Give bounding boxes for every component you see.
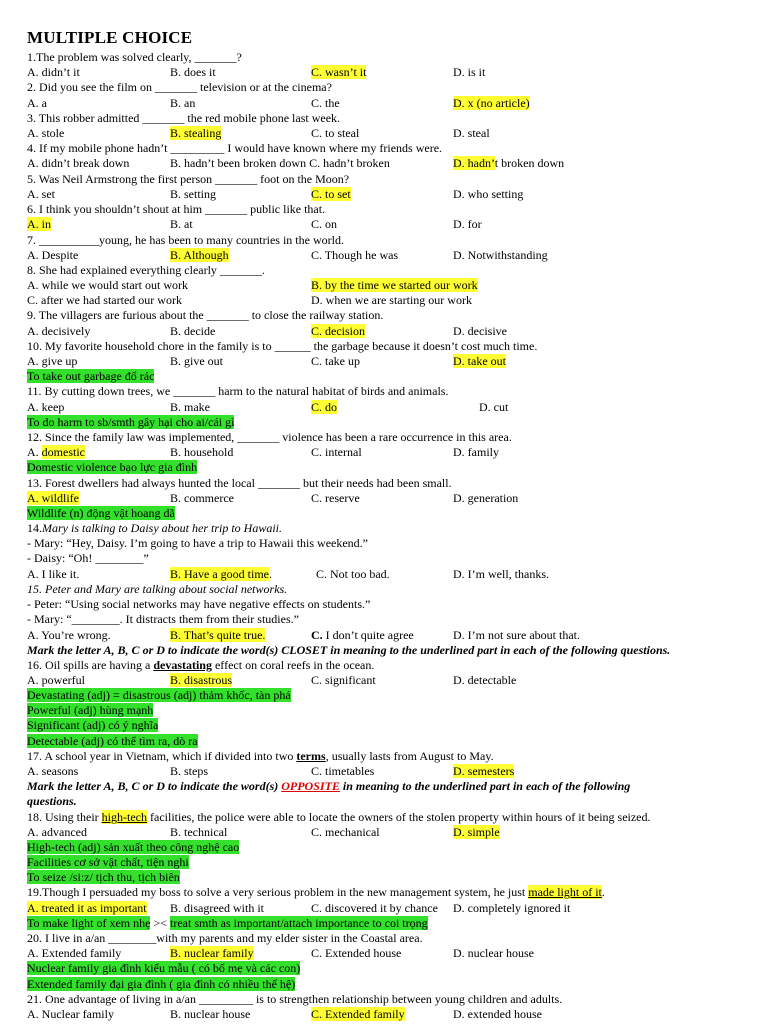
instruction-closest: Mark the letter A, B, C or D to indicate the word(s) CLOSET in meaning to the underlined part in each of the following questions. xyxy=(27,643,671,657)
q16-underlined: devastating xyxy=(153,658,212,672)
q6-option-d: D. for xyxy=(453,217,482,231)
instruction-opposite-line2: questions. xyxy=(27,794,77,808)
q13-option-c: C. reserve xyxy=(311,491,360,505)
q5-option-d: D. who setting xyxy=(453,187,524,201)
q4-option-d-rest: t broken down xyxy=(494,156,565,170)
q16-note-4 xyxy=(27,734,198,748)
q6-option-c: C. on xyxy=(311,217,338,231)
q13-note xyxy=(27,506,175,520)
q16-note-4-text: Detectable (adj) có thể tìm ra, dò ra xyxy=(27,734,198,748)
q21-option-b: B. nuclear house xyxy=(170,1007,251,1021)
q4-option-b-c: B. hadn’t been broken down C. hadn’t broken xyxy=(170,156,390,170)
q19-note-1: To make light of xem nhẹ xyxy=(27,916,151,930)
question-10: 10. My favorite household chore in the family is to ______ the garbage because it doesn’t cost much time. xyxy=(27,339,538,353)
q10-option-c: C. take up xyxy=(311,354,360,368)
q9-option-b: B. decide xyxy=(170,324,216,338)
q18-underlined: high-tech xyxy=(101,810,147,824)
q1-option-d: D. is it xyxy=(453,65,486,79)
q17-option-d xyxy=(453,764,514,778)
q10-note-text: To take out garbage đổ rác xyxy=(27,369,155,383)
question-15: 15. Peter and Mary are talking about social networks. xyxy=(27,582,288,596)
q16-note-2-text: Powerful (adj) hùng mạnh xyxy=(27,703,154,717)
q7-option-c: C. Though he was xyxy=(311,248,399,262)
question-9: 9. The villagers are furious about the _______ to close the railway station. xyxy=(27,308,384,322)
q9-option-a: A. decisively xyxy=(27,324,91,338)
q17-answer-highlight: D. semesters xyxy=(453,764,515,778)
question-2: 2. Did you see the film on _______ television or at the cinema? xyxy=(27,80,332,94)
q11-option-c xyxy=(311,400,337,414)
q14-option-b-dot: . xyxy=(268,567,272,581)
q6-option-b: B. at xyxy=(170,217,193,231)
q21-option-a: A. Nuclear family xyxy=(27,1007,114,1021)
question-7: 7. __________young, he has been to many countries in the world. xyxy=(27,233,344,247)
question-12: 12. Since the family law was implemented, _______ violence has been a rare occurrence in this area. xyxy=(27,430,512,444)
q16-note-1-text: Devastating (adj) = disastrous (adj) thảm khốc, tàn phá xyxy=(27,688,291,702)
q14-option-c: C. Not too bad. xyxy=(316,567,390,581)
q16-option-d: D. detectable xyxy=(453,673,517,687)
q8-option-d: D. when we are starting our work xyxy=(311,293,472,307)
q5-option-b: B. setting xyxy=(170,187,217,201)
q5-option-c xyxy=(311,187,351,201)
q18-note-1-text: High-tech (adj) sản xuất theo công nghệ cao xyxy=(27,840,240,854)
q18-note-2-text: Facilities cơ sở vật chất, tiện nghi xyxy=(27,855,189,869)
question-16 xyxy=(27,658,374,672)
q2-option-c: C. the xyxy=(311,96,340,110)
q19-note-separator: >< xyxy=(150,916,171,930)
q17-underlined: terms xyxy=(296,749,326,763)
q20-answer-highlight: B. nuclear family xyxy=(170,946,254,960)
q15-option-c xyxy=(311,628,414,642)
q14-option-b xyxy=(170,567,272,581)
q11-option-d: D. cut xyxy=(479,400,509,414)
q20-option-d: D. nuclear house xyxy=(453,946,534,960)
q9-answer-highlight: C. decision xyxy=(311,324,365,338)
q13-option-b: B. commerce xyxy=(170,491,234,505)
q15-option-b xyxy=(170,628,265,642)
q17-option-b: B. steps xyxy=(170,764,209,778)
q16-note-1 xyxy=(27,688,291,702)
q5-answer-highlight: C. to set xyxy=(311,187,351,201)
question-14 xyxy=(27,521,282,535)
q18-option-d xyxy=(453,825,500,839)
question-13: 13. Forest dwellers had always hunted the local _______ but their needs had been small. xyxy=(27,476,452,490)
q10-note xyxy=(27,369,154,383)
q12-note xyxy=(27,460,197,474)
q17-post: , usually lasts from August to May. xyxy=(325,749,494,763)
q19-option-d: D. completely ignored it xyxy=(453,901,571,915)
q8-answer-highlight: B. by the time we started our work xyxy=(311,278,478,292)
q1-option-c xyxy=(311,65,366,79)
question-8: 8. She had explained everything clearly _______. xyxy=(27,263,265,277)
q18-note-3 xyxy=(27,870,180,884)
q12-option-d: D. family xyxy=(453,445,499,459)
q18-option-a: A. advanced xyxy=(27,825,87,839)
q8-option-b xyxy=(311,278,478,292)
q7-option-a: A. Despite xyxy=(27,248,79,262)
q16-note-2 xyxy=(27,703,153,717)
q15-option-a: A. You’re wrong. xyxy=(27,628,111,642)
q18-note-2 xyxy=(27,855,189,869)
instruction-opposite-keyword: OPPOSITE xyxy=(281,779,340,793)
q18-post: facilities, the police were able to locate the owners of the stolen property within hours of it being seized. xyxy=(147,810,651,824)
q18-note-1 xyxy=(27,840,239,854)
instruction-opposite-pre: Mark the letter A, B, C or D to indicate the word(s) xyxy=(27,779,282,793)
q20-option-a: A. Extended family xyxy=(27,946,122,960)
q11-answer-highlight: C. do xyxy=(311,400,338,414)
q1-answer-highlight: C. wasn’t it xyxy=(311,65,367,79)
q1-option-b: B. does it xyxy=(170,65,216,79)
q11-note xyxy=(27,415,234,429)
q17-option-c: C. timetables xyxy=(311,764,375,778)
q14-dialogue-2: - Daisy: “Oh! ________” xyxy=(27,551,149,565)
question-17 xyxy=(27,749,494,763)
q11-note-text: To do harm to sb/smth gây hại cho ai/cái gì xyxy=(27,415,235,429)
instruction-opposite xyxy=(27,779,630,793)
q20-note-2 xyxy=(27,977,295,991)
q16-answer-highlight: B. disastrous xyxy=(170,673,233,687)
q3-option-c: C. to steal xyxy=(311,126,360,140)
q4-option-a: A. didn’t break down xyxy=(27,156,130,170)
q3-option-d: D. steal xyxy=(453,126,490,140)
q21-answer-highlight: C. Extended family xyxy=(311,1007,405,1021)
q9-option-c xyxy=(311,324,365,338)
q10-option-b: B. give out xyxy=(170,354,223,368)
q12-option-b: B. household xyxy=(170,445,234,459)
q21-option-c xyxy=(311,1007,405,1021)
q20-option-b xyxy=(170,946,254,960)
q12-answer-highlight: domestic xyxy=(41,445,85,459)
q5-option-a: A. set xyxy=(27,187,55,201)
q16-option-a: A. powerful xyxy=(27,673,85,687)
q19-option-b: B. disagreed with it xyxy=(170,901,264,915)
q18-note-3-text: To seize /si:z/ tịch thu, tịch biên xyxy=(27,870,180,884)
q1-option-a: A. didn’t it xyxy=(27,65,80,79)
q20-note-1 xyxy=(27,961,300,975)
q16-option-c: C. significant xyxy=(311,673,376,687)
q16-note-3 xyxy=(27,718,158,732)
q10-option-d xyxy=(453,354,506,368)
q19-option-c: C. discovered it by chance xyxy=(311,901,438,915)
q14-number: 14. xyxy=(27,521,42,535)
q12-option-c: C. internal xyxy=(311,445,362,459)
q21-option-d: D. extended house xyxy=(453,1007,542,1021)
q18-option-c: C. mechanical xyxy=(311,825,380,839)
q7-answer-highlight: B. Although xyxy=(170,248,229,262)
q6-option-a xyxy=(27,217,51,231)
q16-post: effect on coral reefs in the ocean. xyxy=(211,658,375,672)
q18-answer-highlight: D. simple xyxy=(453,825,500,839)
q12-note-text: Domestic violence bạo lực gia đình xyxy=(27,460,198,474)
question-3: 3. This robber admitted _______ the red mobile phone last week. xyxy=(27,111,341,125)
q2-option-d xyxy=(453,96,530,110)
q18-option-b: B. technical xyxy=(170,825,228,839)
q11-option-a: A. keep xyxy=(27,400,65,414)
q15-option-c-letter: C. xyxy=(311,628,323,642)
q15-option-d: D. I’m not sure about that. xyxy=(453,628,580,642)
q3-option-a: A. stole xyxy=(27,126,65,140)
q3-answer-highlight: B. stealing xyxy=(170,126,222,140)
q16-note-3-text: Significant (adj) có ý nghĩa xyxy=(27,718,159,732)
q11-option-b: B. make xyxy=(170,400,210,414)
q14-option-d: D. I’m well, thanks. xyxy=(453,567,549,581)
q13-answer-highlight: A. wildlife xyxy=(27,491,79,505)
q19-note-2: treat smth as important/attach importance to coi trọng xyxy=(170,916,428,930)
q10-answer-highlight: D. take out xyxy=(453,354,506,368)
q13-option-d: D. generation xyxy=(453,491,519,505)
q12-option-a-letter: A. xyxy=(27,445,42,459)
question-5: 5. Was Neil Armstrong the first person _______ foot on the Moon? xyxy=(27,172,350,186)
question-11: 11. By cutting down trees, we _______ harm to the natural habitat of birds and animals. xyxy=(27,384,449,398)
q4-option-d xyxy=(453,156,564,170)
q3-option-b xyxy=(170,126,221,140)
q19-underlined: made light of it xyxy=(528,885,602,899)
q7-option-d: D. Notwithstanding xyxy=(453,248,548,262)
q14-context: Mary is talking to Daisy about her trip to Hawaii. xyxy=(42,521,282,535)
q9-option-d: D. decisive xyxy=(453,324,507,338)
question-19 xyxy=(27,885,605,899)
q19-answer-highlight: A. treated it as important xyxy=(27,901,147,915)
q7-option-b xyxy=(170,248,229,262)
q13-note-text: Wildlife (n) động vật hoang dã xyxy=(27,506,175,520)
q12-option-a xyxy=(27,445,85,459)
q2-option-b: B. an xyxy=(170,96,196,110)
q17-pre: 17. A school year in Vietnam, which if divided into two xyxy=(27,749,297,763)
q16-option-b xyxy=(170,673,232,687)
q17-option-a: A. seasons xyxy=(27,764,79,778)
instruction-opposite-post: in meaning to the underlined part in each of the following xyxy=(339,779,631,793)
q15-dialogue-1: - Peter: “Using social networks may have negative effects on students.” xyxy=(27,597,371,611)
q15-option-c-text: I don’t quite agree xyxy=(322,628,414,642)
question-21: 21. One advantage of living in a/an _________ is to strengthen relationship between young children and adults. xyxy=(27,992,563,1006)
q19-pre: 19.Though I persuaded my boss to solve a very serious problem in the new management system, he just xyxy=(27,885,529,899)
q18-pre: 18. Using their xyxy=(27,810,102,824)
q14-option-a: A. I like it. xyxy=(27,567,80,581)
question-6: 6. I think you shouldn’t shout at him _______ public like that. xyxy=(27,202,326,216)
q15-answer-highlight: B. That’s quite true. xyxy=(170,628,266,642)
q13-option-a xyxy=(27,491,79,505)
q19-post: . xyxy=(601,885,605,899)
q4-answer-highlight: D. hadn’ xyxy=(453,156,495,170)
q2-answer-highlight: D. x (no article) xyxy=(453,96,530,110)
q15-dialogue-2: - Mary: “________. It distracts them from their studies.” xyxy=(27,612,299,626)
q19-option-a xyxy=(27,901,147,915)
question-18 xyxy=(27,810,651,824)
q16-pre: 16. Oil spills are having a xyxy=(27,658,154,672)
question-20: 20. I live in a/an ________with my parents and my elder sister in the Coastal area. xyxy=(27,931,423,945)
q19-note xyxy=(27,916,428,930)
q8-option-c: C. after we had started our work xyxy=(27,293,182,307)
q20-note-1-text: Nuclear family gia đình kiểu mẫu ( có bố mẹ và các con) xyxy=(27,961,301,975)
q6-answer-highlight: A. in xyxy=(27,217,51,231)
q20-option-c: C. Extended house xyxy=(311,946,402,960)
q14-dialogue-1: - Mary: “Hey, Daisy. I’m going to have a trip to Hawaii this weekend.” xyxy=(27,536,369,550)
q8-option-a: A. while we would start out work xyxy=(27,278,188,292)
question-1: 1.The problem was solved clearly, _______? xyxy=(27,50,242,64)
question-4: 4. If my mobile phone hadn’t _________ I would have known where my friends were. xyxy=(27,141,443,155)
q2-option-a: A. a xyxy=(27,96,47,110)
q14-answer-highlight: B. Have a good time xyxy=(170,567,269,581)
page-title: MULTIPLE CHOICE xyxy=(27,28,193,47)
q20-note-2-text: Extended family đại gia đình ( gia đình có nhiều thế hệ) xyxy=(27,977,296,991)
q10-option-a: A. give up xyxy=(27,354,78,368)
